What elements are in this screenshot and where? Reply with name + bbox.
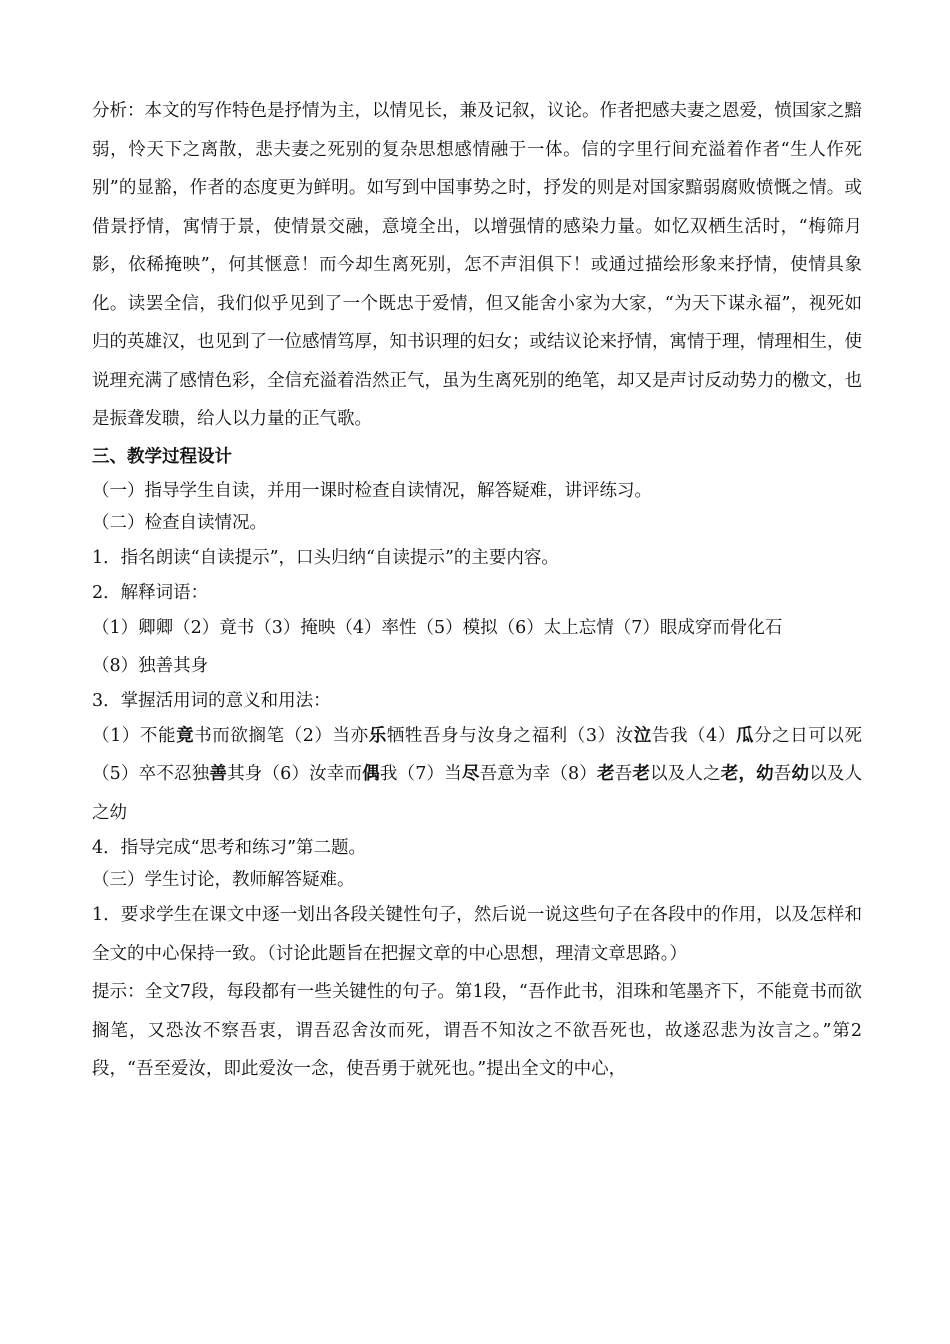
discussion-one: 1．要求学生在课文中逐一划出各段关键性句子，然后说一说这些句子在各段中的作用，以及怎样和全文的中心保持一致。（讨论此题旨在把握文章的中心思想，理清文章思路。）	[92, 905, 862, 964]
words-line-one: （1）卿卿（2）竟书（3）掩映（4）率性（5）模拟（6）太上忘情（7）眼成穿而骨化石	[92, 617, 783, 638]
usage-key-word: 瓜	[735, 725, 755, 746]
document-page	[92, 92, 862, 1089]
usage-key-word: 乐	[368, 725, 387, 746]
section-heading: 三、教学过程设计	[92, 446, 232, 467]
usage-text: （1）不能	[92, 725, 177, 746]
item-three: 3．掌握活用词的意义和用法：	[92, 690, 331, 711]
hint-paragraph: 提示：全文7段，每段都有一些关键性的句子。第1段，“吾作此书，泪珠和笔墨齐下，不能竟书而欲搁笔，又恐汝不察吾衷，谓吾忍舍汝而死，谓吾不知汝之不欲吾死也，故遂忍悲为汝言之。”第2段，“吾至爱汝，即此爱汝一念，使吾勇于就死也。”提出全文的中心，	[92, 982, 862, 1079]
usage-key-word: 老	[632, 764, 651, 784]
analysis-paragraph: 分析：本文的写作特色是抒情为主，以情见长，兼及记叙，议论。作者把感夫妻之恩爱，愤国家之黯弱，怜天下之离散，悲夫妻之死别的复杂思想感情融于一体。信的字里行间充溢着作者“生人作死别”的显豁，作者的态度更为鲜明。如写到中国事势之时，抒发的则是对国家黯弱腐败愤慨之情。或借景抒情，寓情于景，使情景交融，意境全出，以增强情的感染力量。如忆双栖生活时，“梅筛月影，依稀掩映”，何其惬意！而今却生离死别，怎不声泪俱下！或通过描绘形象来抒情，使情具象化。读罢全信，我们似乎见到了一个既忠于爱情，但又能舍小家为大家，“为天下谋永福”，视死如归的英雄汉，也见到了一位感情笃厚，知书识理的妇女；或结议论来抒情，寓情于理，情理相生，使说理充满了感情色彩，全信充溢着浩然正气，虽为生离死别的绝笔，却又是声讨反动势力的檄文，也是振聋发聩，给人以力量的正气歌。	[92, 101, 862, 429]
usage-key-word: 尽	[461, 764, 480, 784]
usage-key-word: 老	[597, 764, 615, 784]
usage-text: 书而欲搁笔（2）当亦	[194, 725, 369, 746]
step-three: （三）学生讨论，教师解答疑难。	[92, 870, 355, 890]
usage-key-word: 老，幼	[720, 764, 774, 784]
words-line-two: （8）独善其身	[92, 655, 209, 676]
usage-text: 牺牲吾身与汝身之福利（3）汝	[386, 725, 634, 746]
step-two: （二）检查自读情况。	[92, 512, 267, 533]
item-four: 4．指导完成“思考和练习”第二题。	[92, 838, 367, 858]
usage-text: 我（7）当	[379, 764, 462, 784]
usage-text: 吾	[773, 764, 792, 784]
item-two: 2．解释词语：	[92, 582, 209, 603]
usage-text: 吾意为幸（8）	[479, 764, 597, 784]
usage-text: 告我（4）	[651, 725, 736, 746]
usage-text: 吾	[614, 764, 633, 784]
usage-key-word: 幼	[791, 764, 810, 784]
usage-text: 以及人之	[650, 764, 721, 784]
usage-text: 分之日可以死（5）卒不忍独	[92, 725, 863, 784]
usage-text: 其身（6）汝幸而	[227, 764, 363, 784]
step-one: （一）指导学生自读，并用一课时检查自读情况，解答疑难，讲评练习。	[92, 480, 652, 501]
usage-key-word: 泣	[633, 725, 652, 746]
usage-paragraph	[92, 717, 862, 833]
usage-key-word: 竟	[176, 725, 195, 746]
usage-key-word: 善	[209, 764, 228, 784]
usage-key-word: 偶	[362, 764, 380, 784]
item-one: 1．指名朗读“自读提示”，口头归纳“自读提示”的主要内容。	[92, 547, 559, 568]
usage-text: 以及人之幼	[92, 764, 863, 823]
